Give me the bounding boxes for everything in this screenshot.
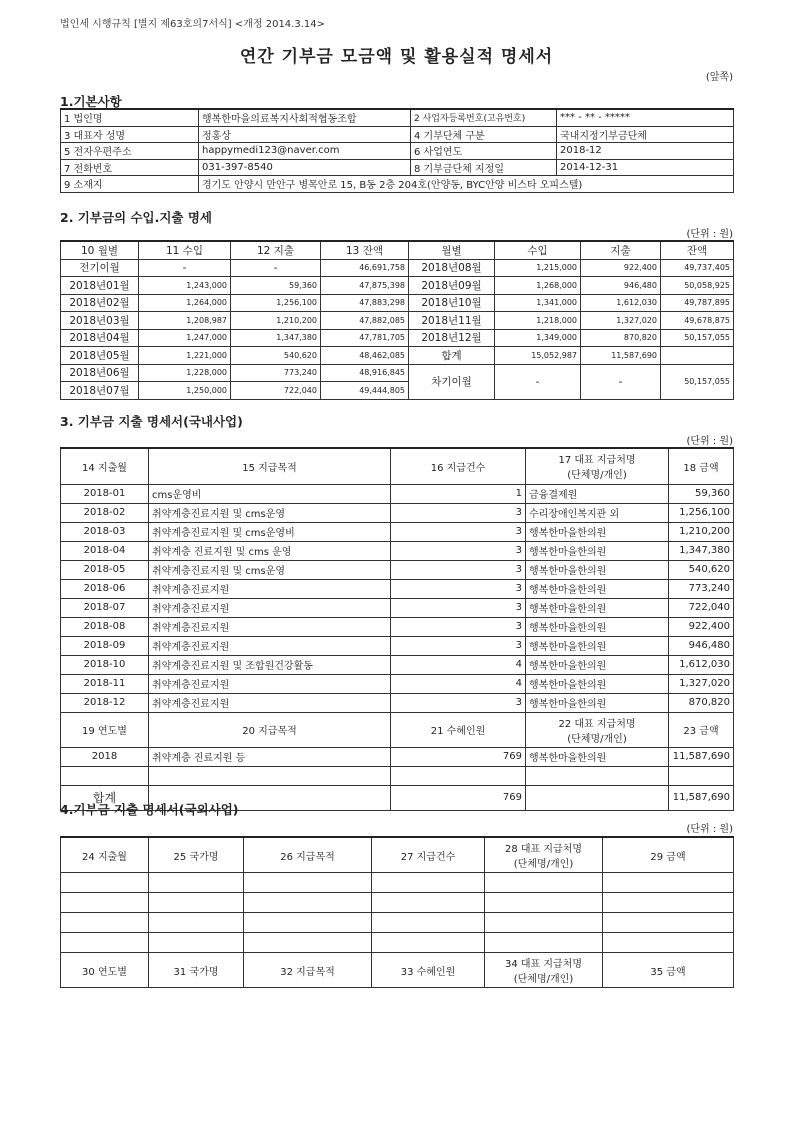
carry-income: -: [495, 364, 581, 399]
column-header: 26 지급목적: [244, 837, 372, 873]
empty-cell: [244, 873, 372, 893]
month-cell: 2018-05: [61, 560, 149, 579]
amount-cell: 1,612,030: [669, 655, 734, 674]
header-row: [61, 241, 734, 259]
info-label: 9 소재지: [61, 176, 199, 193]
income-cell: 1,250,000: [139, 382, 231, 400]
section-4-unit: (단위 : 원): [686, 824, 733, 835]
count-cell: 4: [391, 655, 526, 674]
page-title: 연간 기부금 모금액 및 활용실적 명세서: [239, 47, 554, 67]
month-cell: 2018년09월: [409, 277, 495, 295]
month-cell: 2018-06: [61, 579, 149, 598]
income-cell: 1,215,000: [495, 259, 581, 277]
amount-cell: 773,240: [669, 579, 734, 598]
month-cell: 2018년02월: [61, 294, 139, 312]
income-cell: 15,052,987: [495, 347, 581, 365]
empty-cell: [149, 913, 244, 933]
info-value: 정홍상: [199, 126, 411, 143]
count-cell: 3: [391, 617, 526, 636]
empty-cell: [61, 913, 149, 933]
month-cell: 2018-07: [61, 598, 149, 617]
count-cell: 3: [391, 636, 526, 655]
section-2-unit: (단위 : 원): [686, 229, 733, 240]
page-side-label: (앞쪽): [705, 72, 733, 83]
recipient-cell: 행복한마을한의원: [526, 655, 669, 674]
recipient-cell: 행복한마을한의원: [526, 560, 669, 579]
column-header: 잔액: [661, 241, 734, 259]
expense-cell: 1,347,380: [231, 329, 321, 347]
month-cell: 2018-11: [61, 674, 149, 693]
purpose-cell: 취약계층 진료지원 및 cms 운영: [149, 541, 391, 560]
header-row: [61, 953, 734, 988]
column-header: 10 월별: [61, 241, 139, 259]
column-header: 31 국가명: [149, 953, 244, 988]
info-label: 3 대표자 성명: [61, 126, 199, 143]
table-row: [61, 277, 734, 295]
month-cell: 2018-08: [61, 617, 149, 636]
balance-cell: [661, 347, 734, 365]
table-row: [61, 503, 734, 522]
amount-cell: 11,587,690: [669, 747, 734, 766]
month-cell: 2018-12: [61, 693, 149, 712]
balance-cell: 50,157,055: [661, 329, 734, 347]
recipient-cell: 행복한마을한의원: [526, 579, 669, 598]
table-row: [61, 617, 734, 636]
amount-cell: 1,256,100: [669, 503, 734, 522]
info-row: [61, 143, 734, 160]
amount-cell: 922,400: [669, 617, 734, 636]
income-cell: 1,243,000: [139, 277, 231, 295]
column-header: 22 대표 지급처명 (단체명/개인): [526, 712, 669, 747]
law-reference: 법인세 시행규칙 [별지 제63호의7서식] <개정 2014.3.14>: [60, 19, 325, 30]
purpose-cell: 취약계층진료지원 및 cms운영: [149, 560, 391, 579]
purpose-cell: cms운영비: [149, 484, 391, 503]
balance-cell: 49,787,895: [661, 294, 734, 312]
info-label: 4 기부단체 구분: [411, 126, 557, 143]
column-header: 23 금액: [669, 712, 734, 747]
empty-cell: [485, 913, 603, 933]
empty-cell: [372, 933, 485, 953]
table-row: [61, 364, 734, 382]
purpose-cell: 취약계층진료지원: [149, 579, 391, 598]
beneficiary-cell: 769: [391, 747, 526, 766]
column-header: 29 금액: [603, 837, 734, 873]
empty-cell: [391, 766, 526, 785]
info-label: 5 전자우편주소: [61, 143, 199, 160]
table-row: [61, 579, 734, 598]
empty-cell: [372, 873, 485, 893]
info-row: [61, 159, 734, 176]
column-header: 지출: [581, 241, 661, 259]
month-cell: 2018년11월: [409, 312, 495, 330]
table-row: [61, 636, 734, 655]
amount-cell: 1,347,380: [669, 541, 734, 560]
table-row: [61, 312, 734, 330]
info-row: [61, 109, 734, 126]
month-cell: 2018년05월: [61, 347, 139, 365]
purpose-cell: 취약계층진료지원 및 cms운영: [149, 503, 391, 522]
expense-cell: 59,360: [231, 277, 321, 295]
balance-cell: 50,058,925: [661, 277, 734, 295]
purpose-cell: 취약계층진료지원 및 조합원건강활동: [149, 655, 391, 674]
count-cell: 3: [391, 598, 526, 617]
expense-cell: 946,480: [581, 277, 661, 295]
info-label: 1 법인명: [61, 109, 199, 126]
balance-cell: 47,781,705: [321, 329, 409, 347]
month-cell: 2018-03: [61, 522, 149, 541]
empty-cell: [61, 766, 149, 785]
count-cell: 3: [391, 560, 526, 579]
balance-cell: 49,737,405: [661, 259, 734, 277]
empty-cell: [61, 893, 149, 913]
empty-row: [61, 933, 734, 953]
empty-cell: [526, 785, 669, 810]
recipient-cell: 수리장애인복지관 외: [526, 503, 669, 522]
section-1-title: 1.기본사항: [60, 94, 122, 109]
purpose-cell: 취약계층진료지원: [149, 617, 391, 636]
income-cell: 1,221,000: [139, 347, 231, 365]
column-header: 35 금액: [603, 953, 734, 988]
total-label: 합계: [61, 785, 149, 810]
column-header: 15 지급목적: [149, 448, 391, 484]
income-cell: 1,349,000: [495, 329, 581, 347]
count-cell: 3: [391, 693, 526, 712]
expense-cell: 922,400: [581, 259, 661, 277]
expense-cell: -: [231, 259, 321, 277]
empty-cell: [149, 766, 391, 785]
amount-cell: 1,210,200: [669, 522, 734, 541]
info-label: 6 사업연도: [411, 143, 557, 160]
expense-cell: 722,040: [231, 382, 321, 400]
count-cell: 3: [391, 541, 526, 560]
column-header: 19 연도별: [61, 712, 149, 747]
column-header: 18 금액: [669, 448, 734, 484]
empty-row: [61, 913, 734, 933]
table-row: [61, 655, 734, 674]
column-header: 34 대표 지급처명 (단체명/개인): [485, 953, 603, 988]
balance-cell: 48,916,845: [321, 364, 409, 382]
column-header: 32 지급목적: [244, 953, 372, 988]
expense-cell: 11,587,690: [581, 347, 661, 365]
empty-cell: [603, 913, 734, 933]
column-header: 수입: [495, 241, 581, 259]
empty-cell: [669, 766, 734, 785]
empty-cell: [485, 873, 603, 893]
info-row: [61, 126, 734, 143]
table-row: [61, 259, 734, 277]
empty-cell: [603, 893, 734, 913]
domestic-expense-table: [60, 447, 734, 811]
count-cell: 3: [391, 522, 526, 541]
info-value: *** - ** - *****: [557, 109, 734, 126]
income-expense-table: [60, 240, 734, 400]
empty-row: [61, 766, 734, 785]
table-row: [61, 484, 734, 503]
count-cell: 3: [391, 579, 526, 598]
expense-cell: 773,240: [231, 364, 321, 382]
table-row: [61, 329, 734, 347]
column-header: 13 잔액: [321, 241, 409, 259]
empty-cell: [61, 933, 149, 953]
header-row: [61, 712, 734, 747]
carry-expense: -: [581, 364, 661, 399]
total-count: 769: [391, 785, 526, 810]
table-row: [61, 294, 734, 312]
empty-row: [61, 893, 734, 913]
column-header: 20 지급목적: [149, 712, 391, 747]
empty-cell: [149, 933, 244, 953]
empty-cell: [372, 893, 485, 913]
table-row: [61, 560, 734, 579]
recipient-cell: 행복한마을한의원: [526, 674, 669, 693]
balance-cell: 47,875,398: [321, 277, 409, 295]
month-cell: 2018년06월: [61, 364, 139, 382]
purpose-cell: 취약계층진료지원 및 cms운영비: [149, 522, 391, 541]
table-row: [61, 347, 734, 365]
month-cell: 2018년08월: [409, 259, 495, 277]
empty-cell: [485, 893, 603, 913]
balance-cell: 46,691,758: [321, 259, 409, 277]
month-cell: 2018-10: [61, 655, 149, 674]
column-header: 28 대표 지급처명 (단체명/개인): [485, 837, 603, 873]
table-row: [61, 693, 734, 712]
count-cell: 3: [391, 503, 526, 522]
empty-cell: [244, 933, 372, 953]
amount-cell: 870,820: [669, 693, 734, 712]
income-cell: 1,264,000: [139, 294, 231, 312]
recipient-cell: 행복한마을한의원: [526, 693, 669, 712]
column-header: 27 지급건수: [372, 837, 485, 873]
empty-cell: [61, 873, 149, 893]
year-row: [61, 747, 734, 766]
column-header: 30 연도별: [61, 953, 149, 988]
recipient-cell: 행복한마을한의원: [526, 522, 669, 541]
table-row: [61, 522, 734, 541]
basic-info-table: [60, 108, 734, 193]
info-value: 2018-12: [557, 143, 734, 160]
count-cell: 1: [391, 484, 526, 503]
balance-cell: 47,883,298: [321, 294, 409, 312]
purpose-cell: 취약계층진료지원: [149, 598, 391, 617]
month-cell: 2018-09: [61, 636, 149, 655]
table-row: [61, 674, 734, 693]
column-header: 12 지출: [231, 241, 321, 259]
recipient-cell: 금융결제원: [526, 484, 669, 503]
month-cell: 2018년03월: [61, 312, 139, 330]
month-cell: 2018-02: [61, 503, 149, 522]
column-header: 11 수입: [139, 241, 231, 259]
expense-cell: 1,210,200: [231, 312, 321, 330]
info-value: 행복한마을의료복지사회적협동조합: [199, 109, 411, 126]
month-cell: 2018-04: [61, 541, 149, 560]
header-row: [61, 837, 734, 873]
empty-cell: [526, 766, 669, 785]
empty-cell: [372, 913, 485, 933]
section-3-unit: (단위 : 원): [686, 436, 733, 447]
column-header: 17 대표 지급처명 (단체명/개인): [526, 448, 669, 484]
overseas-expense-table: [60, 836, 734, 988]
expense-cell: 1,612,030: [581, 294, 661, 312]
purpose-cell: 취약계층진료지원: [149, 674, 391, 693]
info-value: happymedi123@naver.com: [199, 143, 411, 160]
column-header: 14 지출월: [61, 448, 149, 484]
info-label: 7 전화번호: [61, 159, 199, 176]
month-cell: 2018-01: [61, 484, 149, 503]
balance-cell: 47,882,085: [321, 312, 409, 330]
income-cell: 1,228,000: [139, 364, 231, 382]
count-cell: 4: [391, 674, 526, 693]
empty-cell: [244, 913, 372, 933]
month-cell: 2018년10월: [409, 294, 495, 312]
table-row: [61, 598, 734, 617]
info-label: 2 사업자등록번호(고유번호): [411, 109, 557, 126]
year-cell: 2018: [61, 747, 149, 766]
income-cell: -: [139, 259, 231, 277]
address-row: [61, 176, 734, 193]
balance-cell: 49,444,805: [321, 382, 409, 400]
recipient-cell: 행복한마을한의원: [526, 747, 669, 766]
month-cell: 2018년01월: [61, 277, 139, 295]
purpose-cell: 취약계층진료지원: [149, 636, 391, 655]
section-2-title: 2. 기부금의 수입.지출 명세: [60, 210, 213, 225]
amount-cell: 722,040: [669, 598, 734, 617]
column-header: 월별: [409, 241, 495, 259]
empty-cell: [149, 893, 244, 913]
expense-cell: 540,620: [231, 347, 321, 365]
month-cell: 2018년04월: [61, 329, 139, 347]
income-cell: 1,208,987: [139, 312, 231, 330]
total-amount: 11,587,690: [669, 785, 734, 810]
recipient-cell: 행복한마을한의원: [526, 541, 669, 560]
amount-cell: 946,480: [669, 636, 734, 655]
income-cell: 1,218,000: [495, 312, 581, 330]
info-label: 8 기부금단체 지정일: [411, 159, 557, 176]
income-cell: 1,247,000: [139, 329, 231, 347]
purpose-cell: 취약계층진료지원: [149, 693, 391, 712]
column-header: 16 지급건수: [391, 448, 526, 484]
amount-cell: 1,327,020: [669, 674, 734, 693]
carry-balance: 50,157,055: [661, 364, 734, 399]
month-cell: 2018년12월: [409, 329, 495, 347]
recipient-cell: 행복한마을한의원: [526, 598, 669, 617]
column-header: 24 지출월: [61, 837, 149, 873]
address-value: 경기도 안양시 만안구 병목안로 15, B동 2층 204호(안양동, BYC안양 비스타 오피스텔): [199, 176, 734, 193]
empty-cell: [603, 933, 734, 953]
recipient-cell: 행복한마을한의원: [526, 636, 669, 655]
header-row: [61, 448, 734, 484]
empty-row: [61, 873, 734, 893]
table-row: [61, 541, 734, 560]
column-header: 25 국가명: [149, 837, 244, 873]
expense-cell: 870,820: [581, 329, 661, 347]
expense-cell: 1,327,020: [581, 312, 661, 330]
empty-cell: [244, 893, 372, 913]
info-value: 031-397-8540: [199, 159, 411, 176]
amount-cell: 59,360: [669, 484, 734, 503]
info-value: 국내지정기부금단체: [557, 126, 734, 143]
empty-cell: [603, 873, 734, 893]
month-cell: 합계: [409, 347, 495, 365]
empty-cell: [485, 933, 603, 953]
carry-label: 차기이월: [409, 364, 495, 399]
purpose-cell: 취약계층 진료지원 등: [149, 747, 391, 766]
income-cell: 1,341,000: [495, 294, 581, 312]
section-4-title: 4.기부금 지출 명세서(국외사업): [60, 802, 239, 817]
month-cell: 2018년07월: [61, 382, 139, 400]
month-cell: 전기이월: [61, 259, 139, 277]
column-header: 21 수혜인원: [391, 712, 526, 747]
balance-cell: 48,462,085: [321, 347, 409, 365]
recipient-cell: 행복한마을한의원: [526, 617, 669, 636]
column-header: 33 수혜인원: [372, 953, 485, 988]
empty-cell: [149, 873, 244, 893]
amount-cell: 540,620: [669, 560, 734, 579]
info-value: 2014-12-31: [557, 159, 734, 176]
balance-cell: 49,678,875: [661, 312, 734, 330]
section-3-title: 3. 기부금 지출 명세서(국내사업): [60, 414, 243, 429]
expense-cell: 1,256,100: [231, 294, 321, 312]
income-cell: 1,268,000: [495, 277, 581, 295]
